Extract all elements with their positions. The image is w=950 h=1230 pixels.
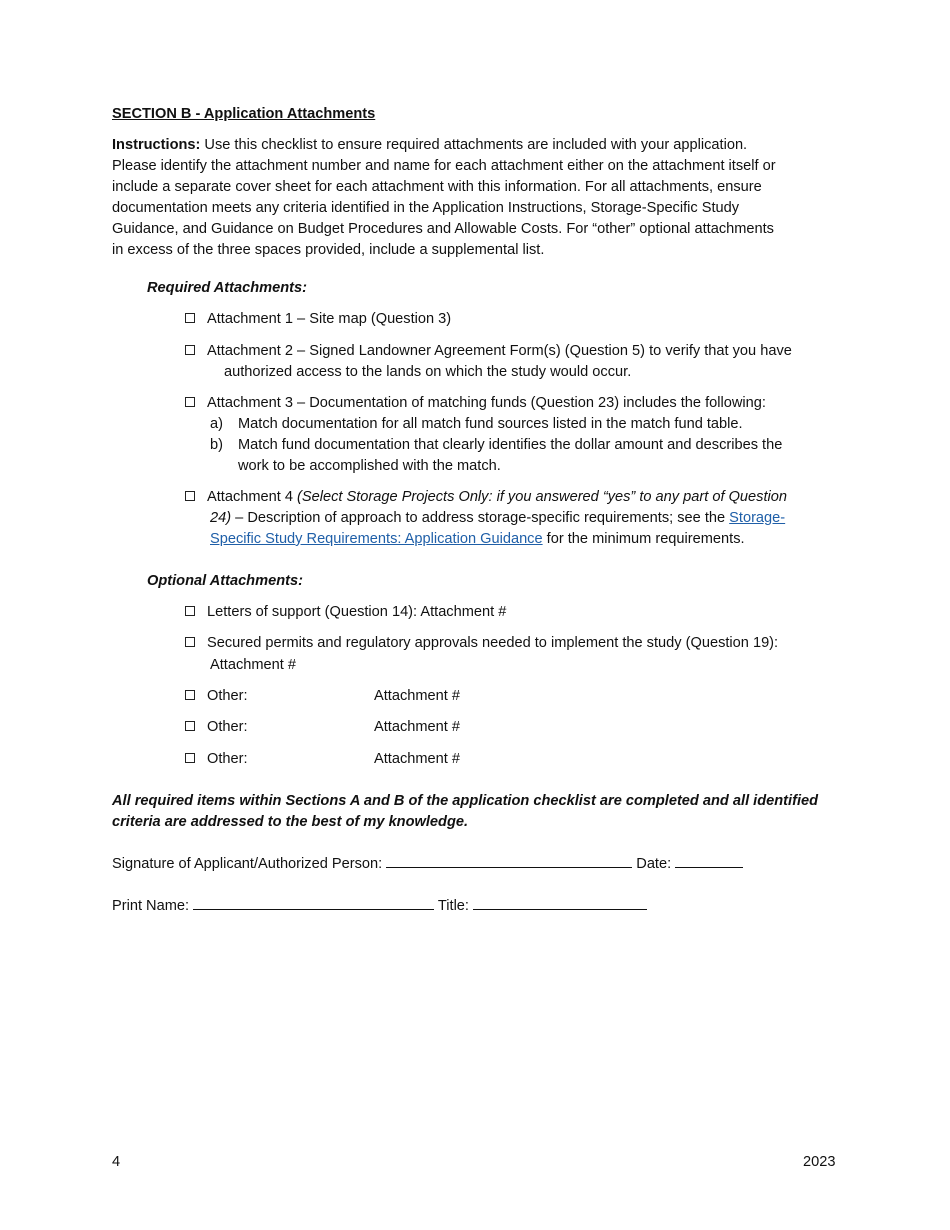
attachment-3-label: Attachment 3 – Documentation of matching funds (Question 23) includes the following: [207,395,766,411]
attachment-4-tail: for the minimum requirements. [542,531,745,547]
other-1-attachment-label: Attachment # [374,688,460,704]
letters-label: Letters of support (Question 14): Attachment # [207,604,507,620]
other-3-label: Other: [207,751,248,767]
optional-heading: Optional Attachments: [147,573,303,589]
certification-line-1: All required items within Sections A and B of the application checklist are completed and all identified [112,793,819,809]
attachment-2-label: Attachment 2 – Signed Landowner Agreement Form(s) (Question 5) to verify that you have [207,343,792,359]
other-1-checkbox[interactable] [185,690,195,700]
required-heading: Required Attachments: [147,280,308,296]
footer-year: 2023 [803,1154,836,1170]
instructions-line-5: Guidance, and Guidance on Budget Procedures and Allowable Costs. For “other” optional attachments [112,221,774,237]
attachment-3-a-marker: a) [210,416,223,432]
attachment-4-condition: (Select Storage Projects Only: if you answered “yes” to any part of Question [297,489,787,505]
instructions-label: Instructions: [112,137,201,153]
permits-checkbox[interactable] [185,637,195,647]
other-3-attachment-label: Attachment # [374,751,460,767]
section-title: SECTION B - Application Attachments [112,106,376,122]
storage-guidance-link-cont[interactable]: Specific Study Requirements: Application Guidance [210,531,543,547]
date-field[interactable] [675,853,743,868]
other-2-attachment-label: Attachment # [374,719,460,735]
instructions-line-2: Please identify the attachment number and name for each attachment either on the attachment itself or [112,158,776,174]
attachment-3-a-text: Match documentation for all match fund sources listed in the match fund table. [238,416,743,432]
attachment-2-checkbox[interactable] [185,345,195,355]
certification-line-2: criteria are addressed to the best of my knowledge. [112,814,469,830]
other-2-label: Other: [207,719,248,735]
print-name-field[interactable] [193,895,434,910]
attachment-4-line-3 [210,529,745,550]
print-name-label: Print Name: [112,898,194,914]
instructions-line-4: documentation meets any criteria identified in the Application Instructions, Storage-Specific Study [112,200,740,216]
other-2-checkbox[interactable] [185,721,195,731]
other-1-label: Other: [207,688,248,704]
attachment-3-b-marker: b) [210,437,223,453]
instructions-text: Use this checklist to ensure required attachments are included with your application. [200,137,748,153]
attachment-4-condition-cont: 24) [210,510,232,526]
attachment-3-b-text: Match fund documentation that clearly identifies the dollar amount and describes the [238,437,783,453]
title-field[interactable] [473,895,647,910]
page-number: 4 [112,1154,121,1170]
title-label: Title: [434,898,474,914]
instructions-line-3: include a separate cover sheet for each attachment with this information. For all attachments, ensure [112,179,762,195]
attachment-2-label-cont: authorized access to the lands on which the study would occur. [224,364,632,380]
permits-attachment-label: Attachment # [210,657,296,673]
attachment-4-line-1 [207,487,787,508]
attachment-1-checkbox[interactable] [185,313,195,323]
print-row [112,895,647,917]
attachment-3-checkbox[interactable] [185,397,195,407]
attachment-3-b-text-cont: work to be accomplished with the match. [238,458,501,474]
date-label: Date: [632,856,676,872]
other-3-checkbox[interactable] [185,753,195,763]
instructions-line-1 [112,135,747,156]
attachment-4-description: – Description of approach to address storage-specific requirements; see the [231,510,730,526]
signature-label: Signature of Applicant/Authorized Person: [112,856,387,872]
letters-checkbox[interactable] [185,606,195,616]
attachment-1-label: Attachment 1 – Site map (Question 3) [207,311,452,327]
signature-field[interactable] [386,853,632,868]
instructions-line-6: in excess of the three spaces provided, include a supplemental list. [112,242,545,258]
attachment-4-prefix: Attachment 4 [207,489,298,505]
attachment-4-checkbox[interactable] [185,491,195,501]
attachment-4-line-2 [210,508,785,529]
signature-row [112,853,743,875]
permits-label: Secured permits and regulatory approvals needed to implement the study (Question 19): [207,635,779,651]
storage-guidance-link[interactable]: Storage- [729,510,786,526]
